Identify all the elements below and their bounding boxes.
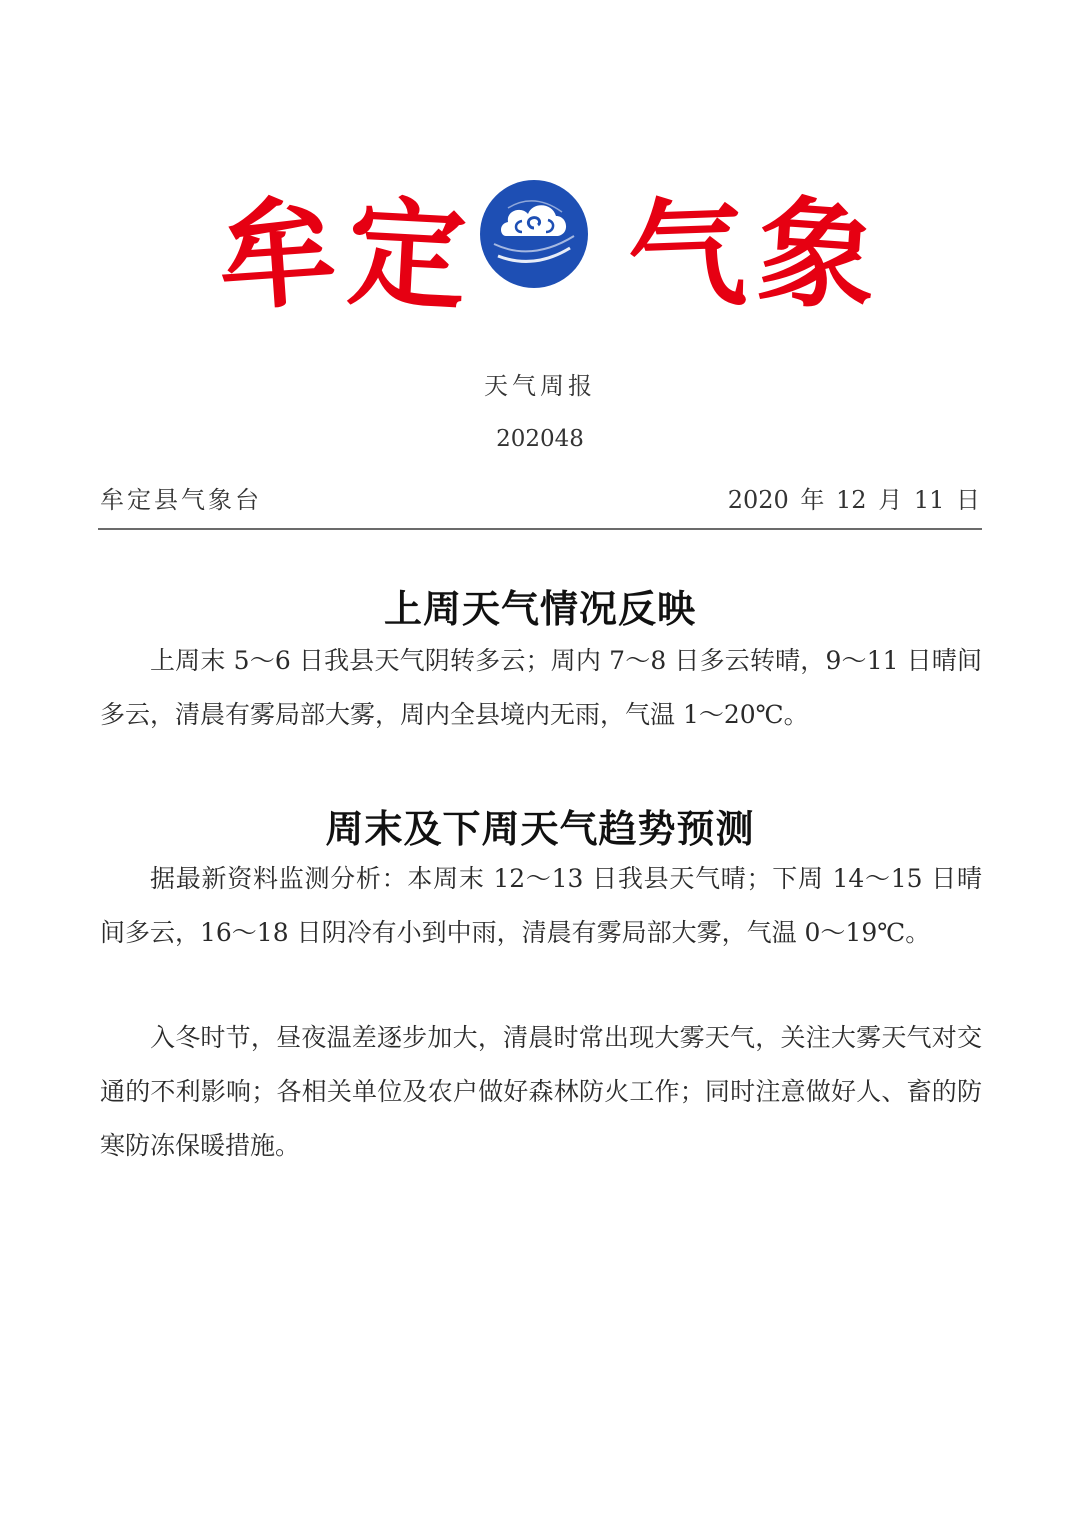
- masthead-char: 牟: [213, 182, 341, 328]
- issuer: 牟定县气象台: [100, 486, 262, 514]
- paragraph-advice: 入冬时节，昼夜温差逐步加大，清晨时常出现大雾天气，关注大雾天气对交通的不利影响；各相关单位及农户做好森林防火工作；同时注意做好人、畜的防寒防冻保暖措施。: [100, 1023, 982, 1160]
- section-title-last-week: 上周天气情况反映: [383, 586, 696, 631]
- masthead: [0, 170, 1080, 340]
- masthead-char: 气: [625, 183, 749, 327]
- header-divider: [98, 528, 982, 530]
- paragraph-last-week: 上周末 5～6 日我县天气阴转多云；周内 7～8 日多云转晴，9～11 日晴间多云，清晨有雾局部大雾，周内全县境内无雨，气温 1～20℃。: [100, 646, 982, 729]
- issue-title: 天气周报: [484, 372, 596, 400]
- masthead-char: 象: [753, 182, 881, 328]
- paragraph-forecast: 据最新资料监测分析：本周末 12～13 日我县天气晴；下周 14～15 日晴间多云，16～18 日阴冷有小到中雨，清晨有雾局部大雾，气温 0～19℃。: [100, 864, 982, 947]
- section-title-forecast: 周末及下周天气趋势预测: [325, 806, 755, 851]
- cma-cloud-emblem-icon: [478, 178, 590, 290]
- issue-date: 2020 年 12 月 11 日: [727, 486, 980, 514]
- masthead-char: 定: [344, 183, 470, 327]
- issue-number: 202048: [496, 426, 584, 452]
